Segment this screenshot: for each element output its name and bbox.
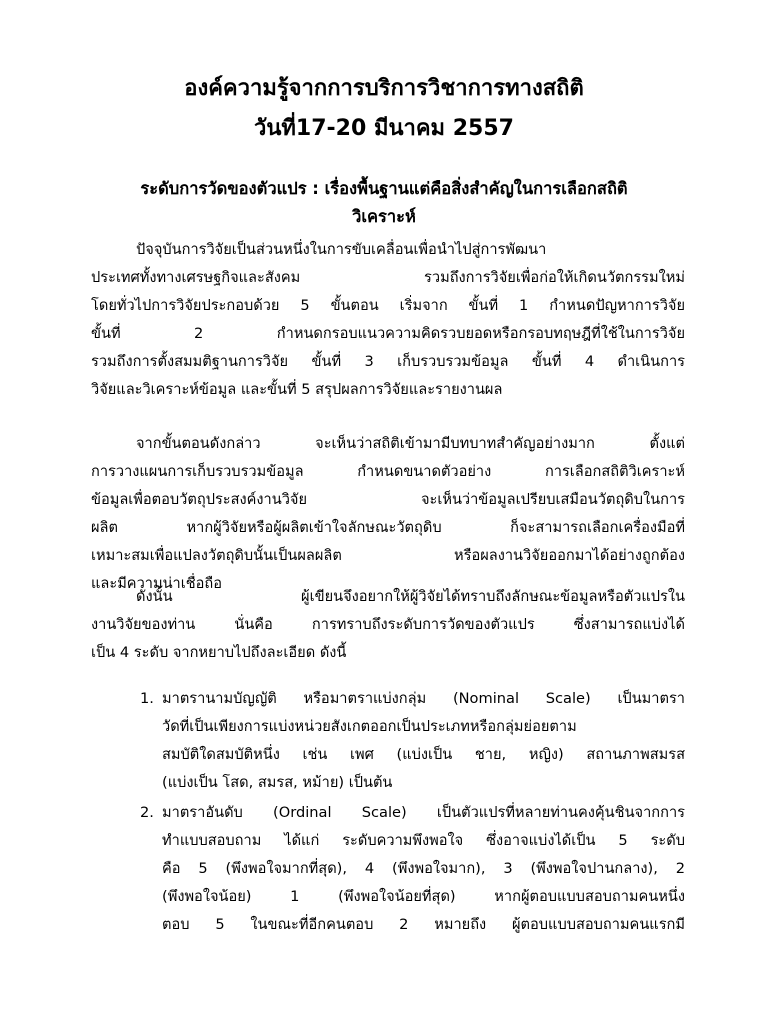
list-item-number: 2.: [140, 804, 154, 821]
paragraph-2-line: เหมาะสมเพื่อแปลงวัตถุดิบนั้นเป็นผลผลิต หรือผลงานวิจัยออกมาได้อย่างถูกต้อง: [91, 547, 685, 564]
paragraph-2-line: และมีความน่าเชื่อถือ: [91, 575, 223, 592]
list-item-line: วัดที่เป็นเพียงการแบ่งหน่วยสังเกตออกเป็นประเภทหรือกลุ่มย่อยตาม: [162, 718, 577, 735]
list-item-line: สมบัติใดสมบัติหนึ่ง เช่น เพศ (แบ่งเป็น ชาย, หญิง) สถานภาพสมรส: [162, 746, 685, 763]
paragraph-2-line: ผลิต หากผู้วิจัยหรือผู้ผลิตเข้าใจลักษณะวัตถุดิบ ก็จะสามารถเลือกเครื่องมือที่: [91, 519, 685, 536]
list-item-number: 1.: [140, 690, 154, 707]
paragraph-1-line: ประเทศทั้งทางเศรษฐกิจและสังคม รวมถึงการวิจัยเพื่อก่อให้เกิดนวัตกรรมใหม่: [91, 269, 685, 286]
list-item-line: มาตรานามบัญญัติ หรือมาตราแบ่งกลุ่ม (Nominal Scale) เป็นมาตรา: [162, 690, 685, 707]
paragraph-1-line: รวมถึงการตั้งสมมติฐานการวิจัย ขั้นที่ 3 เก็บรวบรวมข้อมูล ขั้นที่ 4 ดำเนินการ: [91, 353, 685, 370]
article-heading: ระดับการวัดของตัวแปร : เรื่องพื้นฐานแต่คือสิ่งสำคัญในการเลือกสถิติ: [140, 179, 628, 198]
paragraph-1-line: ปัจจุบันการวิจัยเป็นส่วนหนึ่งในการขับเคลื่อนเพื่อนำไปสู่การพัฒนา: [136, 241, 547, 258]
paragraph-3-line: ดังนั้น ผู้เขียนจึงอยากให้ผู้วิจัยได้ทราบถึงลักษณะข้อมูลหรือตัวแปรใน: [136, 588, 685, 605]
document-date: วันที่17-20 มีนาคม 2557: [254, 116, 514, 141]
list-item-line: ตอบ 5 ในขณะที่อีกคนตอบ 2 หมายถึง ผู้ตอบแบบสอบถามคนแรกมี: [162, 916, 685, 933]
paragraph-1-line: วิจัยและวิเคราะห์ข้อมูล และขั้นที่ 5 สรุปผลการวิจัยและรายงานผล: [91, 381, 503, 398]
paragraph-3-line: เป็น 4 ระดับ จากหยาบไปถึงละเอียด ดังนี้: [91, 644, 347, 661]
paragraph-2-line: การวางแผนการเก็บรวบรวมข้อมูล กำหนดขนาดตัวอย่าง การเลือกสถิติวิเคราะห์: [91, 463, 685, 480]
list-item-line: มาตราอันดับ (Ordinal Scale) เป็นตัวแปรที่หลายท่านคงคุ้นชินจากการ: [162, 804, 685, 821]
list-item-line: (พึงพอใจน้อย) 1 (พึงพอใจน้อยที่สุด) หากผู้ตอบแบบสอบถามคนหนึ่ง: [162, 888, 685, 905]
paragraph-1-line: ขั้นที่ 2 กำหนดกรอบแนวความคิดรวบยอดหรือกรอบทฤษฎีที่ใช้ในการวิจัย: [91, 325, 685, 342]
document-title: องค์ความรู้จากการบริการวิชาการทางสถิติ: [184, 76, 584, 101]
paragraph-2-line: ข้อมูลเพื่อตอบวัตถุประสงค์งานวิจัย จะเห็นว่าข้อมูลเปรียบเสมือนวัตถุดิบในการ: [91, 491, 685, 508]
paragraph-2-line: จากขั้นตอนดังกล่าว จะเห็นว่าสถิติเข้ามามีบทบาทสำคัญอย่างมาก ตั้งแต่: [136, 435, 685, 452]
article-heading-continued: วิเคราะห์: [352, 207, 416, 226]
paragraph-3-line: งานวิจัยของท่าน นั่นคือ การทราบถึงระดับการวัดของตัวแปร ซึ่งสามารถแบ่งได้: [91, 616, 685, 633]
list-item-line: (แบ่งเป็น โสด, สมรส, หม้าย) เป็นต้น: [162, 774, 393, 791]
list-item-line: ทำแบบสอบถาม ได้แก่ ระดับความพึงพอใจ ซึ่งอาจแบ่งได้เป็น 5 ระดับ: [162, 832, 685, 849]
paragraph-1-line: โดยทั่วไปการวิจัยประกอบด้วย 5 ขั้นตอน เริ่มจาก ขั้นที่ 1 กำหนดปัญหาการวิจัย: [91, 297, 685, 314]
list-item-line: คือ 5 (พึงพอใจมากที่สุด), 4 (พึงพอใจมาก), 3 (พึงพอใจปานกลาง), 2: [162, 860, 685, 877]
